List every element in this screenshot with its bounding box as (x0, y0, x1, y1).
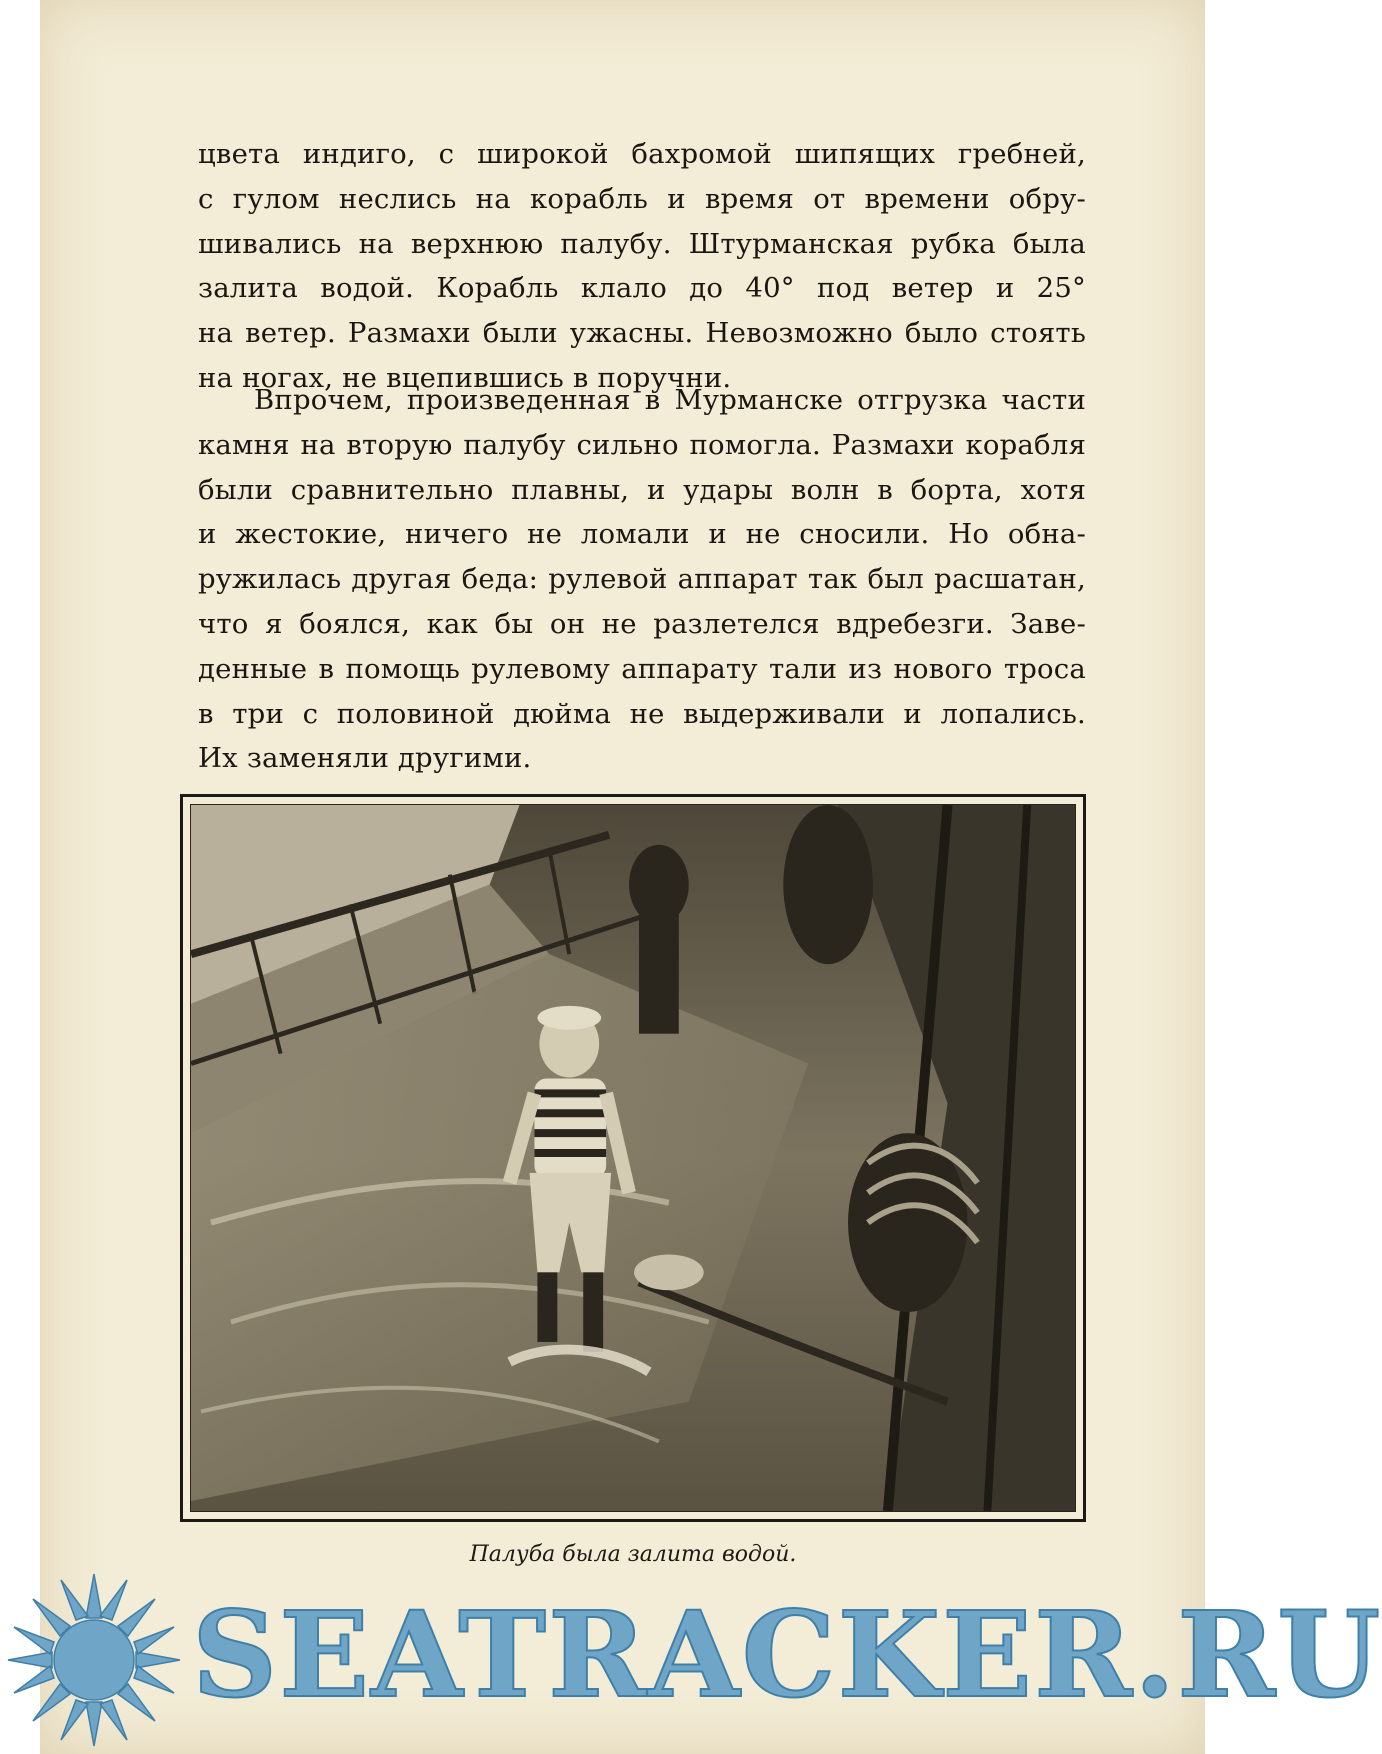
text-line: на ветер. Размахи были ужасны. Невозможно было стоять (198, 317, 1086, 350)
text-line: что я боялся, как бы он не разлетелся вдребезги. Заве- (198, 607, 1086, 640)
sun-icon (6, 1572, 182, 1748)
text-line: с гулом неслись на корабль и время от времени обру- (198, 182, 1086, 215)
text-line: денные в помощь рулевому аппарату тали из нового троса (198, 652, 1086, 685)
paragraph-1 (198, 132, 1086, 401)
photo-caption: Палуба была залита водой. (469, 1542, 797, 1567)
watermark-logo-text: SEATRACKER.RU (192, 1585, 1382, 1724)
text-line: камня на вторую палубу сильно помогла. Размахи корабля (198, 428, 1086, 461)
text-line: шивались на верхнюю палубу. Штурманская рубка была (198, 227, 1086, 260)
text-line: Впрочем, произведенная в Мурманске отгрузка части (254, 384, 1086, 416)
text-line: Их заменяли другими. (198, 742, 532, 775)
text-line: на ногах, не вцепившись в поручни. (198, 361, 732, 394)
text-line: ружилась другая беда: рулевой аппарат так был расшатан, (198, 563, 1086, 596)
text-line: были сравнительно плавны, и удары волн в борта, хотя (198, 473, 1086, 506)
deck-photo-sailor-icon (191, 805, 1075, 1511)
text-line: и жестокие, ничего не ломали и не сносили. Но обна- (198, 518, 1086, 551)
text-line: цвета индиго, с широкой бахромой шипящих гребней, (198, 138, 1086, 170)
deck-photo (190, 804, 1076, 1512)
text-line: залита водой. Корабль клало до 40° под ветер и 25° (198, 272, 1086, 305)
text-line: в три с половиной дюйма не выдерживали и лопались. (198, 697, 1086, 730)
paragraph-2 (198, 378, 1086, 781)
photo-frame (180, 794, 1086, 1522)
